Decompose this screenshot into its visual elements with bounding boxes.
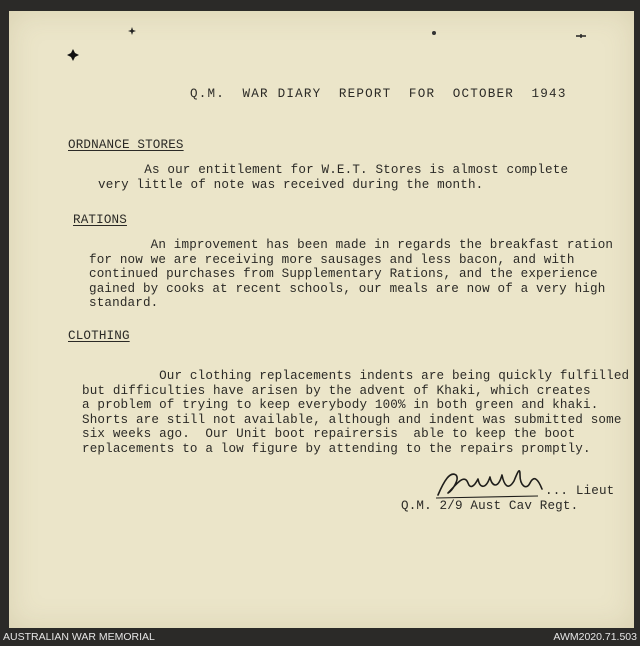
footer-bar — [0, 629, 640, 646]
document-title: Q.M. WAR DIARY REPORT FOR OCTOBER 1943 — [190, 87, 567, 101]
section-heading-rations: RATIONS — [73, 213, 127, 227]
section-body-clothing: Our clothing replacements indents are being quickly fulfilled but difficulties have arisen by the advent of Khaki, which creates a problem of trying to keep everybody 100% in both green and khaki. Shorts are still not available, although and indent was submitted some six weeks ago. Our Unit boot repairersis able to keep the boot replacements to a low figure by attending to the repairs promptly. — [82, 369, 630, 456]
pin-hole-icon — [127, 26, 137, 36]
signature-mark — [434, 463, 554, 503]
signature-rank: ... Lieut — [545, 484, 615, 498]
section-body-rations: An improvement has been made in regards the breakfast ration for now we are receiving more sausages and less bacon, and with continued purchases from Supplementary Rations, and the experience gained by cooks at recent schools, our meals are now of a very high standard. — [89, 238, 614, 310]
pin-hole-icon — [66, 48, 80, 62]
signature-unit: Q.M. 2/9 Aust Cav Regt. — [401, 499, 579, 513]
section-heading-ordnance-stores: ORDNANCE STORES — [68, 138, 184, 152]
section-body-ordnance-stores: As our entitlement for W.E.T. Stores is almost complete very little of note was received during the month. — [98, 163, 569, 192]
pin-hole-icon — [430, 29, 438, 37]
document-sheet — [9, 11, 634, 628]
footer-accession-number: AWM2020.71.503 — [553, 631, 637, 643]
section-heading-clothing: CLOTHING — [68, 329, 130, 343]
pin-hole-icon — [575, 30, 587, 42]
footer-institution: AUSTRALIAN WAR MEMORIAL — [3, 631, 155, 643]
